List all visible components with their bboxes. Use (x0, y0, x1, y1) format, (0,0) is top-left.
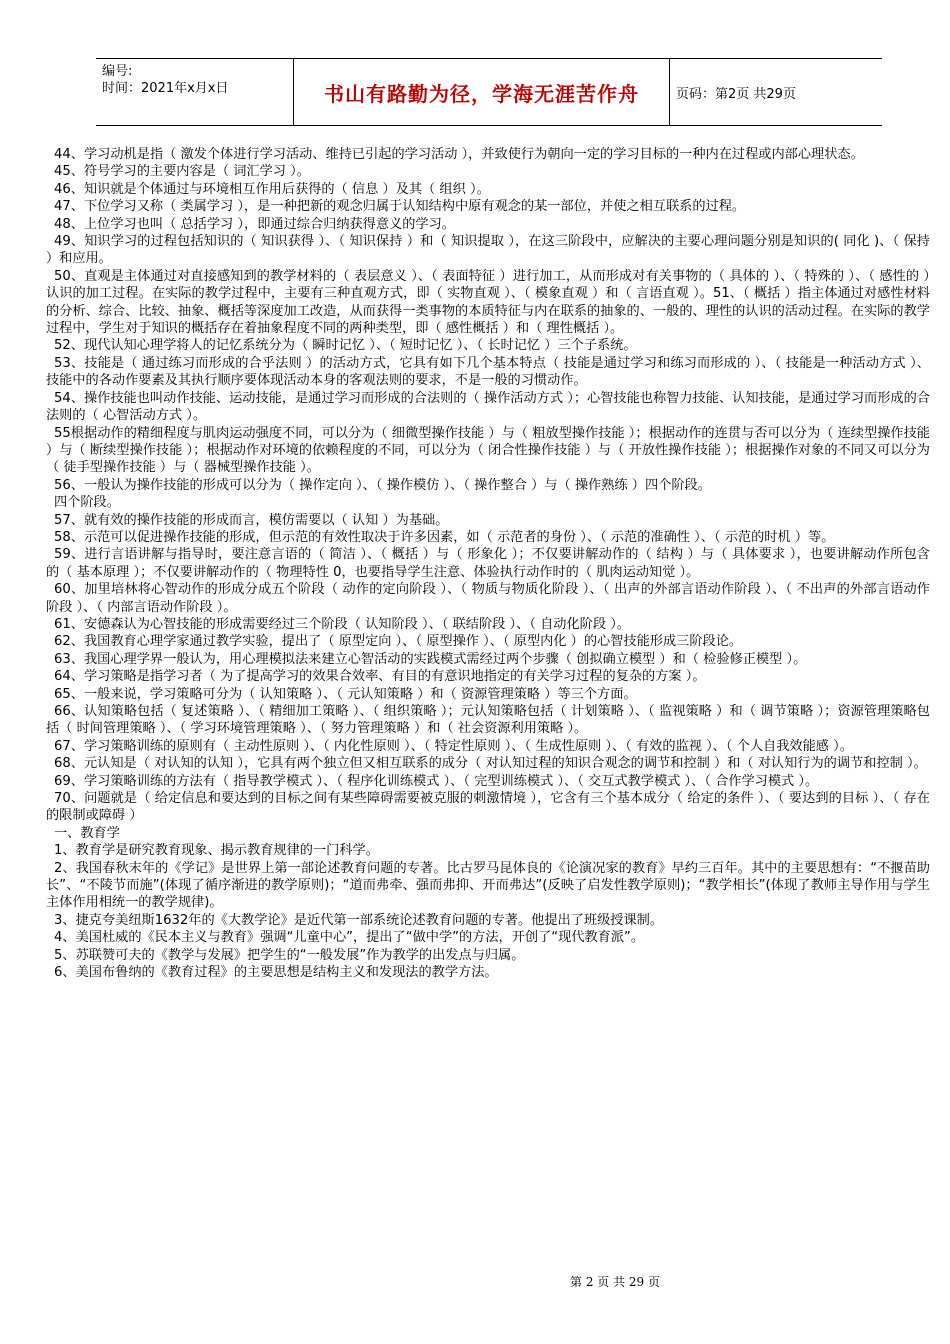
header-motto: 书山有路勤为径，学海无涯苦作舟 (324, 81, 639, 106)
body-paragraph: 1、教育学是研究教育现象、揭示教育规律的一门科学。 (54, 843, 379, 859)
page-header (96, 58, 882, 126)
body-paragraph: 60、加里培林将心智动作的形成分成五个阶段（ 动作的定向阶段 ）、（ 物质与物质化阶段 ）、（ 出声的外部言语动作阶段 ）、（ 不出声的外部言语动作阶段 ）、（ 内部言语动作阶段 ）。 (46, 582, 930, 615)
header-motto-cell (294, 59, 670, 125)
body-paragraph: 一、教育学 (54, 825, 120, 841)
body-paragraph: 61、安德森认为心智技能的形成需要经过三个阶段（ 认知阶段 ）、（ 联结阶段 ）、（ 自动化阶段 ）。 (54, 616, 630, 632)
header-page-info: 页码：第2页 共29页 (676, 86, 796, 102)
body-paragraph: 50、直观是主体通过对直接感知到的教学材料的（ 表层意义 ）、（ 表面特征 ）进行加工，从而形成对有关事物的（ 具体的 ）、（ 特殊的 ）、（ 感性的 ）认识的加工过程。在实际的教学过程中，主要有三种直观方式，即（ 实物直观 ）、（ 模象直观 ）和（ 言语直观 ）。51、（ 概括 ）指主体通过对感性材料的分析、综合、比较、抽象、概括等深度加工改造，从而获得一类事物的本质特征与内在联系的抽象的、一般的、理性的认识的活动过程。在实际的教学过程中，学生对于知识的概括存在着抽象程度不同的两种类型，即（ 感性概括 ）和（ 理性概括 ）。 (46, 268, 930, 337)
body-paragraph: 69、学习策略训练的方法有（ 指导教学模式 ）、（ 程序化训练模式 ）、（ 完型训练模式 ）、（ 交互式教学模式 ）、（ 合作学习模式 ）。 (54, 773, 819, 789)
body-paragraph: 47、下位学习又称（ 类属学习 ），是一种把新的观念归属于认知结构中原有观念的某一部位，并使之相互联系的过程。 (54, 199, 746, 215)
body-paragraph: 57、就有效的操作技能的形成而言，模仿需要以（ 认知 ）为基础。 (54, 512, 449, 528)
body-paragraph: 55根据动作的精细程度与肌肉运动强度不同，可以分为（ 细微型操作技能 ）与（ 粗放型操作技能 ）；根据动作的连贯与否可以分为（ 连续型操作技能 ）与（ 断续型操作技能 ）；根据动作对环境的依赖程度的不同，可以分为（ 闭合性操作技能 ）与（ 开放性操作技能 ）；根据操作对象的不同又可以分为（ 徒手型操作技能 ）与（ 器械型操作技能 ）。 (46, 425, 930, 476)
body-paragraph: 64、学习策略是指学习者（ 为了提高学习的效果合效率、有目的有意识地指定的有关学习过程的复杂的方案 ）。 (54, 669, 706, 685)
body-paragraph: 四个阶段。 (54, 495, 120, 511)
footer-page-number: 第 2 页 共 29 页 (570, 1275, 660, 1289)
header-meta-cell (96, 59, 294, 125)
body-paragraph: 58、示范可以促进操作技能的形成，但示范的有效性取决于许多因素，如（ 示范者的身份 ）、（ 示范的准确性 ）、（ 示范的时机 ）等。 (54, 529, 835, 545)
body-paragraph: 59、进行言语讲解与指导时，要注意言语的（ 简洁 ）、（ 概括 ）与（ 形象化 ）；不仅要讲解动作的（ 结构 ）与（ 具体要求 ），也要讲解动作所包含的（ 基本原理 ）；不仅要讲解动作的（ 物理特性 0，也要指导学生注意、体验执行动作时的（ 肌肉运动知觉 ）。 (46, 547, 930, 580)
body-paragraph: 4、美国杜威的《民本主义与教育》强调“儿童中心”，提出了“做中学”的方法，开创了“现代教育派”。 (54, 930, 645, 946)
body-paragraph: 44、学习动机是指（ 激发个体进行学习活动、维持已引起的学习活动 ），并致使行为朝向一定的学习目标的一种内在过程或内部心理状态。 (54, 147, 864, 162)
body-paragraph: 53、技能是（ 通过练习而形成的合乎法则 ）的活动方式，它具有如下几个基本特点（ 技能是通过学习和练习而形成的 ）、（ 技能是一种活动方式 ）、技能中的各动作要素及其执行顺序要体现活动本身的客观法则的要求，不是一般的习惯动作。 (46, 355, 930, 389)
header-page-cell (670, 59, 882, 125)
body-paragraph: 3、捷克夸美纽斯1632年的《大教学论》是近代第一部系统论述教育问题的专著。他提出了班级授课制。 (54, 912, 664, 928)
body-paragraph: 45、符号学习的主要内容是（ 词汇学习 ）。 (54, 164, 310, 180)
body-paragraph: 67、学习策略训练的原则有（ 主动性原则 ）、（ 内化性原则 ）、（ 特定性原则 ）、（ 生成性原则 ）、（ 有效的监视 ）、（ 个人自我效能感 ）。 (54, 738, 853, 754)
document-body (46, 146, 930, 982)
body-paragraph: 70、问题就是（ 给定信息和要达到的目标之间有某些障碍需要被克服的刺激情境 ），它含有三个基本成分（ 给定的条件 ）、（ 要达到的目标 ）、（ 存在的限制或障碍 ） (46, 791, 930, 824)
body-paragraph: 62、我国教育心理学家通过教学实验，提出了（ 原型定向 ）、（ 原型操作 ）、（ 原型内化 ）的心智技能形成三阶段论。 (54, 634, 743, 650)
document-code-label: 编号: (102, 64, 133, 79)
body-paragraph: 65、一般来说，学习策略可分为（ 认知策略 ）、（ 元认知策略 ）和（ 资源管理策略 ）等三个方面。 (54, 686, 637, 702)
document-time-label: 时间：2021年x月x日 (102, 81, 229, 96)
body-paragraph: 63、我国心理学界一般认为，用心理模拟法来建立心智活动的实践模式需经过两个步骤（ 创拟确立模型 ）和（ 检验修正模型 ）。 (54, 651, 807, 667)
body-paragraph: 2、我国春秋末年的《学记》是世界上第一部论述教育问题的专著。比古罗马昆体良的《论演况家的教育》早约三百年。其中的主要思想有：“不揠苗助长”、“不陵节而施”(体现了循序渐进的教学原则)；“道而弗牵、强而弗抑、开而弗达”(反映了启发性教学原则)；“教学相长”(体现了教师主导作用与学生主体作用相统一的教学规律)。 (46, 860, 930, 911)
body-paragraph: 5、苏联赞可夫的《教学与发展》把学生的“一般发展”作为教学的出发点与归属。 (54, 947, 525, 963)
body-paragraph: 52、现代认知心理学将人的记忆系统分为（ 瞬时记忆 ）、（ 短时记忆 ）、（ 长时记忆 ）三个子系统。 (54, 338, 637, 354)
body-paragraph: 46、知识就是个体通过与环境相互作用后获得的（ 信息 ）及其（ 组织 ）。 (54, 181, 490, 197)
body-paragraph: 54、操作技能也叫动作技能、运动技能，是通过学习而形成的合法则的（ 操作活动方式 ）；心智技能也称智力技能、认知技能，是通过学习而形成的合法则的（ 心智活动方式 ）。 (46, 390, 930, 424)
page-footer (0, 1273, 950, 1290)
body-paragraph: 68、元认知是（ 对认知的认知 ），它具有两个独立但又相互联系的成分（ 对认知过程的知识合观念的调节和控制 ）和（ 对认知行为的调节和控制 ）。 (54, 756, 927, 772)
body-paragraph: 49、知识学习的过程包括知识的（ 知识获得 ）、（ 知识保持 ）和（ 知识提取 ），在这三阶段中，应解决的主要心理问题分别是知识的( 同化 )、（ 保持 ）和应用。 (46, 234, 930, 267)
body-paragraph: 48、上位学习也叫（ 总括学习 ），即通过综合归纳获得意义的学习。 (54, 216, 455, 232)
body-paragraph: 66、认知策略包括（ 复述策略 ）、（ 精细加工策略 ）、（ 组织策略 ）；元认知策略包括（ 计划策略 ）、（ 监视策略 ）和（ 调节策略 ）；资源管理策略包括（ 时间管理策略 ）、（ 学习环境管理策略 ）、（ 努力管理策略 ）和（ 社会资源利用策略 ）。 (46, 704, 930, 737)
body-paragraph: 56、一般认为操作技能的形成可以分为（ 操作定向 ）、（ 操作模仿 ）、（ 操作整合 ）与（ 操作熟练 ）四个阶段。 (54, 477, 711, 493)
body-paragraph: 6、美国布鲁纳的《教育过程》的主要思想是结构主义和发现法的教学方法。 (54, 965, 498, 981)
